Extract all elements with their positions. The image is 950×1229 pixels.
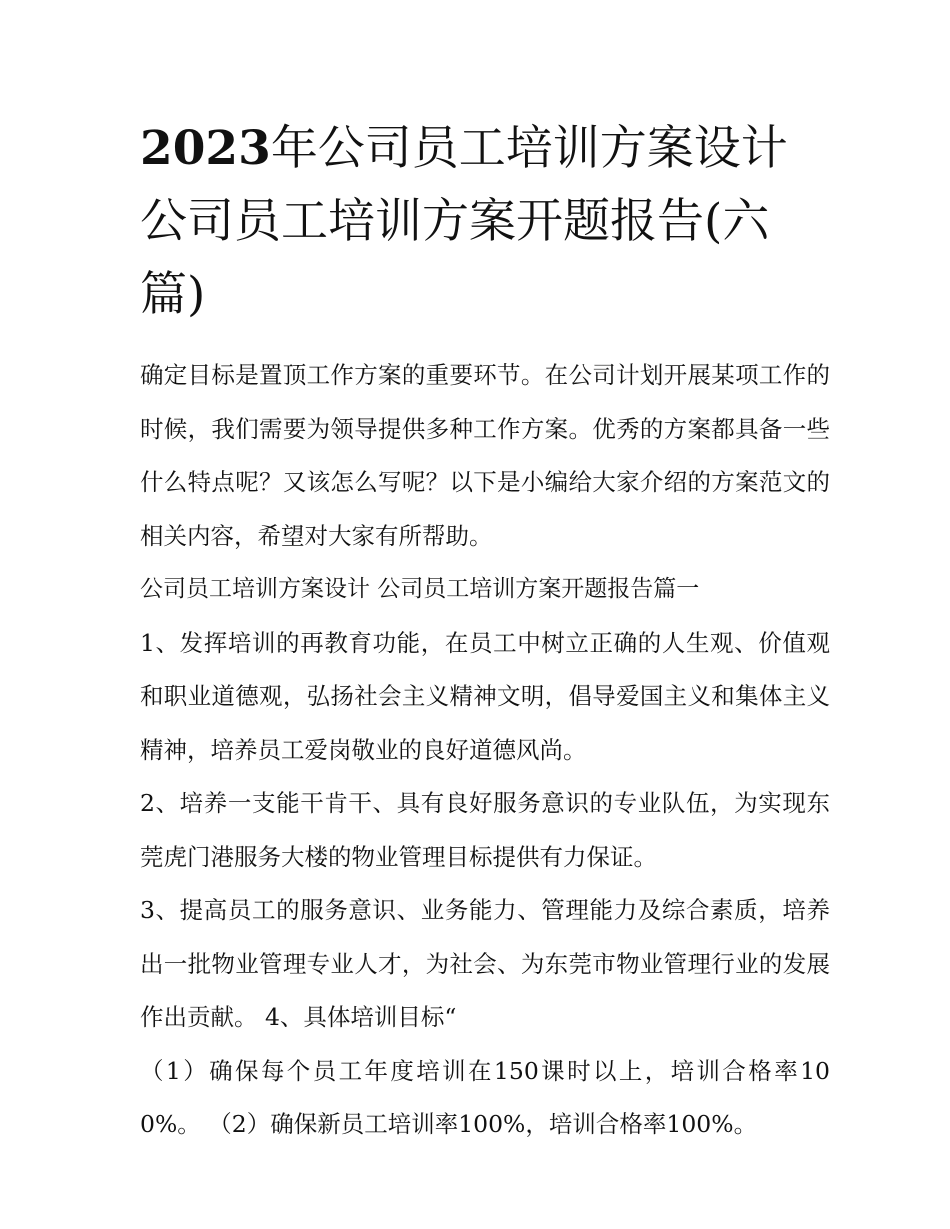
point-paragraph-2: 2、培养一支能干肯干、具有良好服务意识的专业队伍，为实现东莞虎门港服务大楼的物业管理目标提供有力保证。	[140, 789, 830, 871]
point-paragraph-4: （1）确保每个员工年度培训在150课时以上，培训合格率100%。 （2）确保新员工培训率100%，培训合格率100%。	[140, 1056, 830, 1138]
document-title	[140, 112, 830, 331]
document-page	[140, 112, 830, 1152]
document-body	[140, 349, 830, 1152]
point-paragraph-1: 1、发挥培训的再教育功能，在员工中树立正确的人生观、价值观和职业道德观，弘扬社会主义精神文明，倡导爱国主义和集体主义精神，培养员工爱岗敬业的良好道德风尚。	[140, 628, 830, 764]
title-year: 2023	[140, 121, 271, 176]
section-heading: 公司员工培训方案设计 公司员工培训方案开题报告篇一	[140, 576, 700, 602]
intro-paragraph: 确定目标是置顶工作方案的重要环节。在公司计划开展某项工作的时候，我们需要为领导提供多种工作方案。优秀的方案都具备一些什么特点呢？又该怎么写呢？以下是小编给大家介绍的方案范文的相关内容，希望对大家有所帮助。	[140, 361, 830, 550]
title-text: 年公司员工培训方案设计公司员工培训方案开题报告(六篇)	[140, 121, 788, 322]
point-paragraph-3: 3、提高员工的服务意识、业务能力、管理能力及综合素质，培养出一批物业管理专业人才，为社会、为东莞市物业管理行业的发展作出贡献。 4、具体培训目标“	[140, 896, 830, 1031]
